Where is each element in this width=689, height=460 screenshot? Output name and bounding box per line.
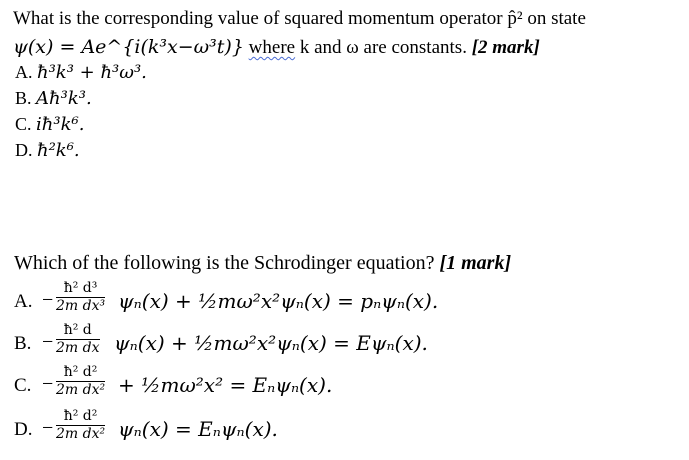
fraction-denominator: 2m dx³ <box>56 298 106 314</box>
option-text: ħ³k³ + ħ³ω³. <box>37 62 147 83</box>
option-text: Aħ³k³. <box>36 88 92 109</box>
question-1-mark: [2 mark] <box>471 37 540 58</box>
option-letter: C. <box>15 114 32 134</box>
operator-fraction <box>56 365 105 398</box>
question-2-option-b <box>14 323 674 363</box>
state-function: ψ(x) = Ae^{i(k³x−ω³t)} <box>13 36 244 58</box>
operator-fraction <box>56 409 105 442</box>
equation-rest: + ½mω²x² = Eₙψₙ(x). <box>118 373 333 397</box>
fraction-denominator: 2m dx² <box>56 382 106 398</box>
option-letter: B. <box>14 333 32 354</box>
option-letter: A. <box>15 62 33 82</box>
equation-rest: ψₙ(x) + ½mω²x²ψₙ(x) = Eψₙ(x). <box>114 331 428 355</box>
option-letter: A. <box>14 291 33 312</box>
operator-fraction <box>56 281 105 314</box>
question-1-option-b <box>15 88 92 109</box>
equation-rest: ψₙ(x) + ½mω²x²ψₙ(x) = pₙψₙ(x). <box>118 289 439 313</box>
question-1-option-c <box>15 114 84 135</box>
option-text: ħ²k⁶. <box>37 140 80 161</box>
question-2-option-c <box>14 365 674 405</box>
operator-fraction <box>56 323 100 356</box>
question-2-option-d <box>14 407 674 451</box>
option-letter: D. <box>14 419 33 440</box>
option-letter: C. <box>14 375 32 396</box>
fraction-numerator: ħ² d <box>63 322 92 338</box>
option-text: iħ³k⁶. <box>36 114 85 135</box>
minus-sign: − <box>42 289 54 311</box>
option-letter: D. <box>15 140 33 160</box>
option-letter: B. <box>15 88 32 108</box>
fraction-denominator: 2m dx <box>56 340 100 356</box>
fraction-numerator: ħ² d² <box>63 364 98 380</box>
fraction-numerator: ħ² d³ <box>63 280 98 296</box>
equation-rest: ψₙ(x) = Eₙψₙ(x). <box>118 417 278 441</box>
question-1-option-a <box>15 62 147 83</box>
where-word: where <box>248 37 296 58</box>
minus-sign: − <box>42 417 54 439</box>
minus-sign: − <box>42 373 54 395</box>
question-1-option-d <box>15 140 80 161</box>
question-1-line-2 <box>13 36 540 59</box>
fraction-numerator: ħ² d² <box>63 408 98 424</box>
question-2-title <box>14 252 511 275</box>
question-1-line-1: What is the corresponding value of squared momentum operator p̂² on state <box>13 8 586 29</box>
question-2-text: Which of the following is the Schrodinger equation? <box>14 252 435 274</box>
fraction-denominator: 2m dx² <box>56 426 106 442</box>
question-2-option-a <box>14 281 674 321</box>
minus-sign: − <box>42 331 54 353</box>
constants-text: k and ω are constants. <box>299 37 467 58</box>
question-2-mark: [1 mark] <box>439 252 512 274</box>
